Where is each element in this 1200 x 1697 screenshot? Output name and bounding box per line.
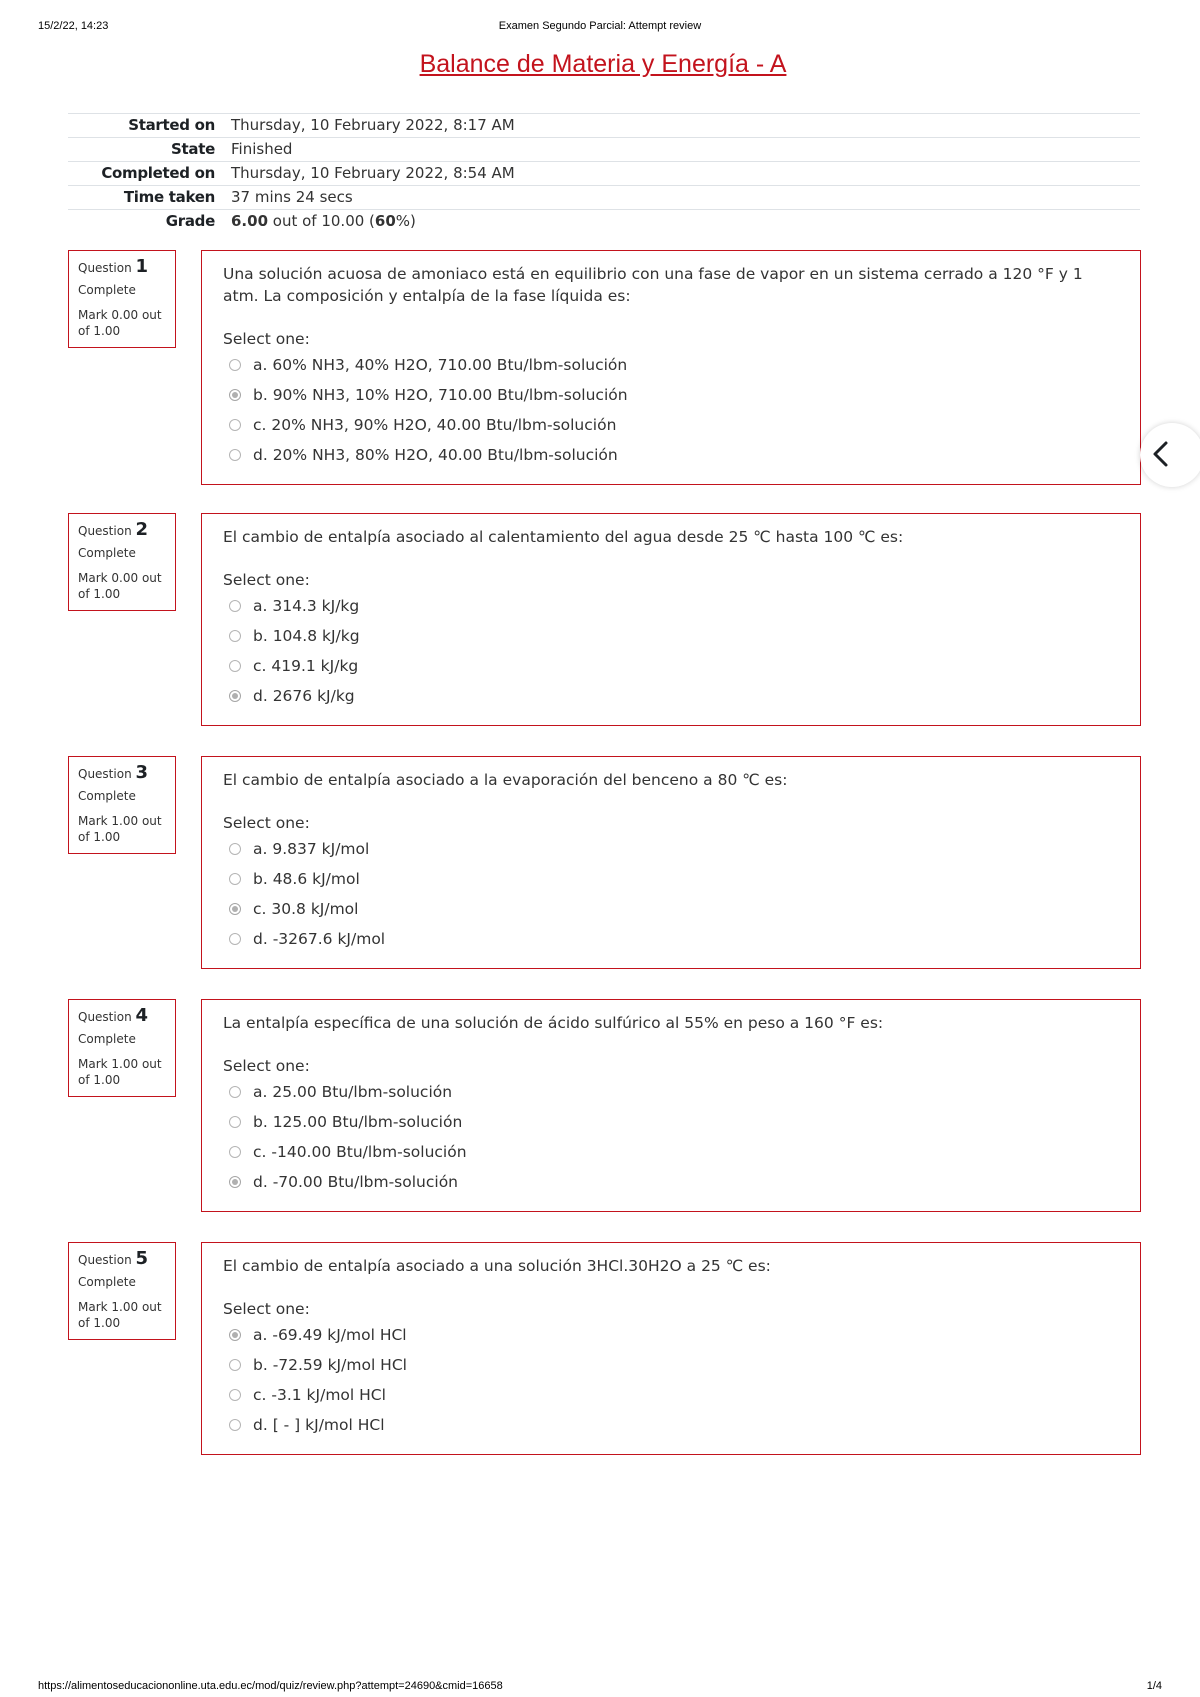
question-number-value: 4 (135, 1005, 149, 1026)
answer-option-label: a. 60% NH3, 40% H2O, 710.00 Btu/lbm-solución (253, 356, 628, 374)
summary-row-time (68, 186, 1140, 210)
select-one-prompt: Select one: (223, 571, 310, 589)
question-number (78, 764, 166, 783)
question-mark: Mark 1.00 out of 1.00 (78, 814, 162, 844)
answer-option[interactable] (229, 864, 1120, 894)
print-page-number: 1/4 (1146, 1680, 1162, 1692)
answer-option[interactable] (229, 1137, 1120, 1167)
radio-button[interactable] (229, 419, 241, 431)
summary-row-grade (68, 210, 1140, 234)
answer-option-label: b. 125.00 Btu/lbm-solución (253, 1113, 463, 1131)
select-one-prompt: Select one: (223, 1300, 310, 1318)
radio-button[interactable] (229, 1146, 241, 1158)
grade-percent: 60 (374, 212, 396, 230)
radio-button[interactable] (229, 903, 241, 915)
question-label: Question (78, 261, 136, 275)
time-taken-label: Time taken (68, 186, 225, 210)
question-text: El cambio de entalpía asociado al calentamiento del agua desde 25 ℃ hasta 100 ℃ es: (223, 528, 904, 546)
grade-out-of: out of 10.00 ( (268, 212, 375, 230)
answer-option[interactable] (229, 621, 1120, 651)
grade-percent-sign: %) (395, 212, 416, 230)
question-content (201, 250, 1141, 485)
radio-button[interactable] (229, 449, 241, 461)
radio-button[interactable] (229, 933, 241, 945)
radio-button[interactable] (229, 1419, 241, 1431)
answer-option-label: a. -69.49 kJ/mol HCl (253, 1326, 407, 1344)
question-text: La entalpía específica de una solución de ácido sulfúrico al 55% en peso a 160 °F es: (223, 1014, 884, 1032)
course-title-link[interactable]: Balance de Materia y Energía - A (419, 50, 787, 78)
print-footer (38, 1680, 1162, 1696)
question-label: Question (78, 524, 136, 538)
grade-score: 6.00 (231, 212, 269, 230)
radio-button[interactable] (229, 1389, 241, 1401)
answer-option[interactable] (229, 894, 1120, 924)
question-state: Complete (78, 1032, 136, 1046)
answer-option[interactable] (229, 1410, 1120, 1440)
answer-option[interactable] (229, 1077, 1120, 1107)
completed-value: Thursday, 10 February 2022, 8:54 AM (225, 162, 1140, 186)
question-text: El cambio de entalpía asociado a una solución 3HCl.30H2O a 25 ℃ es: (223, 1257, 771, 1275)
answer-option-label: b. 90% NH3, 10% H2O, 710.00 Btu/lbm-solución (253, 386, 628, 404)
question-text: Una solución acuosa de amoniaco está en equilibrio con una fase de vapor en un sistema cerrado a 120 °F y 1 atm. La composición y entalpía de la fase líquida es: (223, 265, 1083, 305)
attempt-summary-table (68, 113, 1140, 233)
answer-option[interactable] (229, 1107, 1120, 1137)
answer-option-label: b. -72.59 kJ/mol HCl (253, 1356, 407, 1374)
grade-value (225, 210, 1140, 234)
answer-option[interactable] (229, 834, 1120, 864)
started-label: Started on (68, 114, 225, 138)
answer-option-label: a. 314.3 kJ/kg (253, 597, 360, 615)
radio-button[interactable] (229, 1329, 241, 1341)
answer-option-label: a. 9.837 kJ/mol (253, 840, 370, 858)
radio-button[interactable] (229, 1086, 241, 1098)
question-number (78, 1250, 166, 1269)
question-state: Complete (78, 546, 136, 560)
summary-row-started (68, 114, 1140, 138)
state-label: State (68, 138, 225, 162)
quiz-navigation-toggle[interactable] (1140, 423, 1200, 487)
radio-button[interactable] (229, 389, 241, 401)
question-info (68, 513, 176, 611)
radio-button[interactable] (229, 843, 241, 855)
answer-option-label: d. 20% NH3, 80% H2O, 40.00 Btu/lbm-solución (253, 446, 618, 464)
print-url: https://alimentoseducaciononline.uta.edu.ec/mod/quiz/review.php?attempt=24690&cmid=16658 (38, 1680, 503, 1692)
answer-option-label: c. 20% NH3, 90% H2O, 40.00 Btu/lbm-solución (253, 416, 617, 434)
question-number-value: 2 (135, 519, 149, 540)
question-info (68, 756, 176, 854)
answer-option[interactable] (229, 1380, 1120, 1410)
question-info (68, 1242, 176, 1340)
question-mark: Mark 0.00 out of 1.00 (78, 308, 162, 338)
question-number-value: 5 (135, 1248, 149, 1269)
radio-button[interactable] (229, 359, 241, 371)
question-mark: Mark 0.00 out of 1.00 (78, 571, 162, 601)
radio-button[interactable] (229, 873, 241, 885)
question-label: Question (78, 1010, 136, 1024)
answer-option-label: d. 2676 kJ/kg (253, 687, 355, 705)
time-taken-value: 37 mins 24 secs (225, 186, 1140, 210)
answer-option[interactable] (229, 924, 1120, 954)
answer-option-label: b. 48.6 kJ/mol (253, 870, 360, 888)
question-number (78, 258, 166, 277)
answer-option-label: c. 30.8 kJ/mol (253, 900, 359, 918)
answer-option[interactable] (229, 440, 1120, 470)
answer-option-label: d. -3267.6 kJ/mol (253, 930, 386, 948)
question-number (78, 1007, 166, 1026)
answer-option-label: c. -3.1 kJ/mol HCl (253, 1386, 386, 1404)
answer-option[interactable] (229, 591, 1120, 621)
question-info (68, 999, 176, 1097)
chevron-left-icon (1150, 439, 1172, 469)
question-mark: Mark 1.00 out of 1.00 (78, 1300, 162, 1330)
answer-option-label: a. 25.00 Btu/lbm-solución (253, 1083, 453, 1101)
answer-option[interactable] (229, 1167, 1120, 1197)
question-content (201, 513, 1141, 726)
question-content (201, 1242, 1141, 1455)
answer-option[interactable] (229, 380, 1120, 410)
question-state: Complete (78, 789, 136, 803)
question-content (201, 756, 1141, 969)
question-state: Complete (78, 283, 136, 297)
answer-option[interactable] (229, 1320, 1120, 1350)
answer-option[interactable] (229, 1350, 1120, 1380)
completed-label: Completed on (68, 162, 225, 186)
question-state: Complete (78, 1275, 136, 1289)
question-info (68, 250, 176, 348)
print-date: 15/2/22, 14:23 (38, 20, 109, 32)
radio-button[interactable] (229, 630, 241, 642)
question-content (201, 999, 1141, 1212)
question-number-value: 1 (135, 256, 149, 277)
question-mark: Mark 1.00 out of 1.00 (78, 1057, 162, 1087)
radio-button[interactable] (229, 600, 241, 612)
answer-option-label: b. 104.8 kJ/kg (253, 627, 360, 645)
radio-button[interactable] (229, 1359, 241, 1371)
summary-row-completed (68, 162, 1140, 186)
radio-button[interactable] (229, 690, 241, 702)
select-one-prompt: Select one: (223, 330, 310, 348)
answer-option[interactable] (229, 350, 1120, 380)
radio-button[interactable] (229, 1176, 241, 1188)
answer-option-label: c. 419.1 kJ/kg (253, 657, 359, 675)
print-page-title: Examen Segundo Parcial: Attempt review (498, 20, 702, 32)
summary-row-state (68, 138, 1140, 162)
answer-option[interactable] (229, 681, 1120, 711)
state-value: Finished (225, 138, 1140, 162)
select-one-prompt: Select one: (223, 814, 310, 832)
question-label: Question (78, 767, 136, 781)
question-label: Question (78, 1253, 136, 1267)
answer-option[interactable] (229, 651, 1120, 681)
question-number-value: 3 (135, 762, 149, 783)
answer-option[interactable] (229, 410, 1120, 440)
started-value: Thursday, 10 February 2022, 8:17 AM (225, 114, 1140, 138)
print-header (38, 20, 1162, 36)
answer-option-label: c. -140.00 Btu/lbm-solución (253, 1143, 467, 1161)
answer-option-label: d. -70.00 Btu/lbm-solución (253, 1173, 459, 1191)
radio-button[interactable] (229, 1116, 241, 1128)
question-number (78, 521, 166, 540)
radio-button[interactable] (229, 660, 241, 672)
answer-option-label: d. [ - ] kJ/mol HCl (253, 1416, 385, 1434)
question-text: El cambio de entalpía asociado a la evaporación del benceno a 80 ℃ es: (223, 771, 788, 789)
grade-label: Grade (68, 210, 225, 234)
select-one-prompt: Select one: (223, 1057, 310, 1075)
